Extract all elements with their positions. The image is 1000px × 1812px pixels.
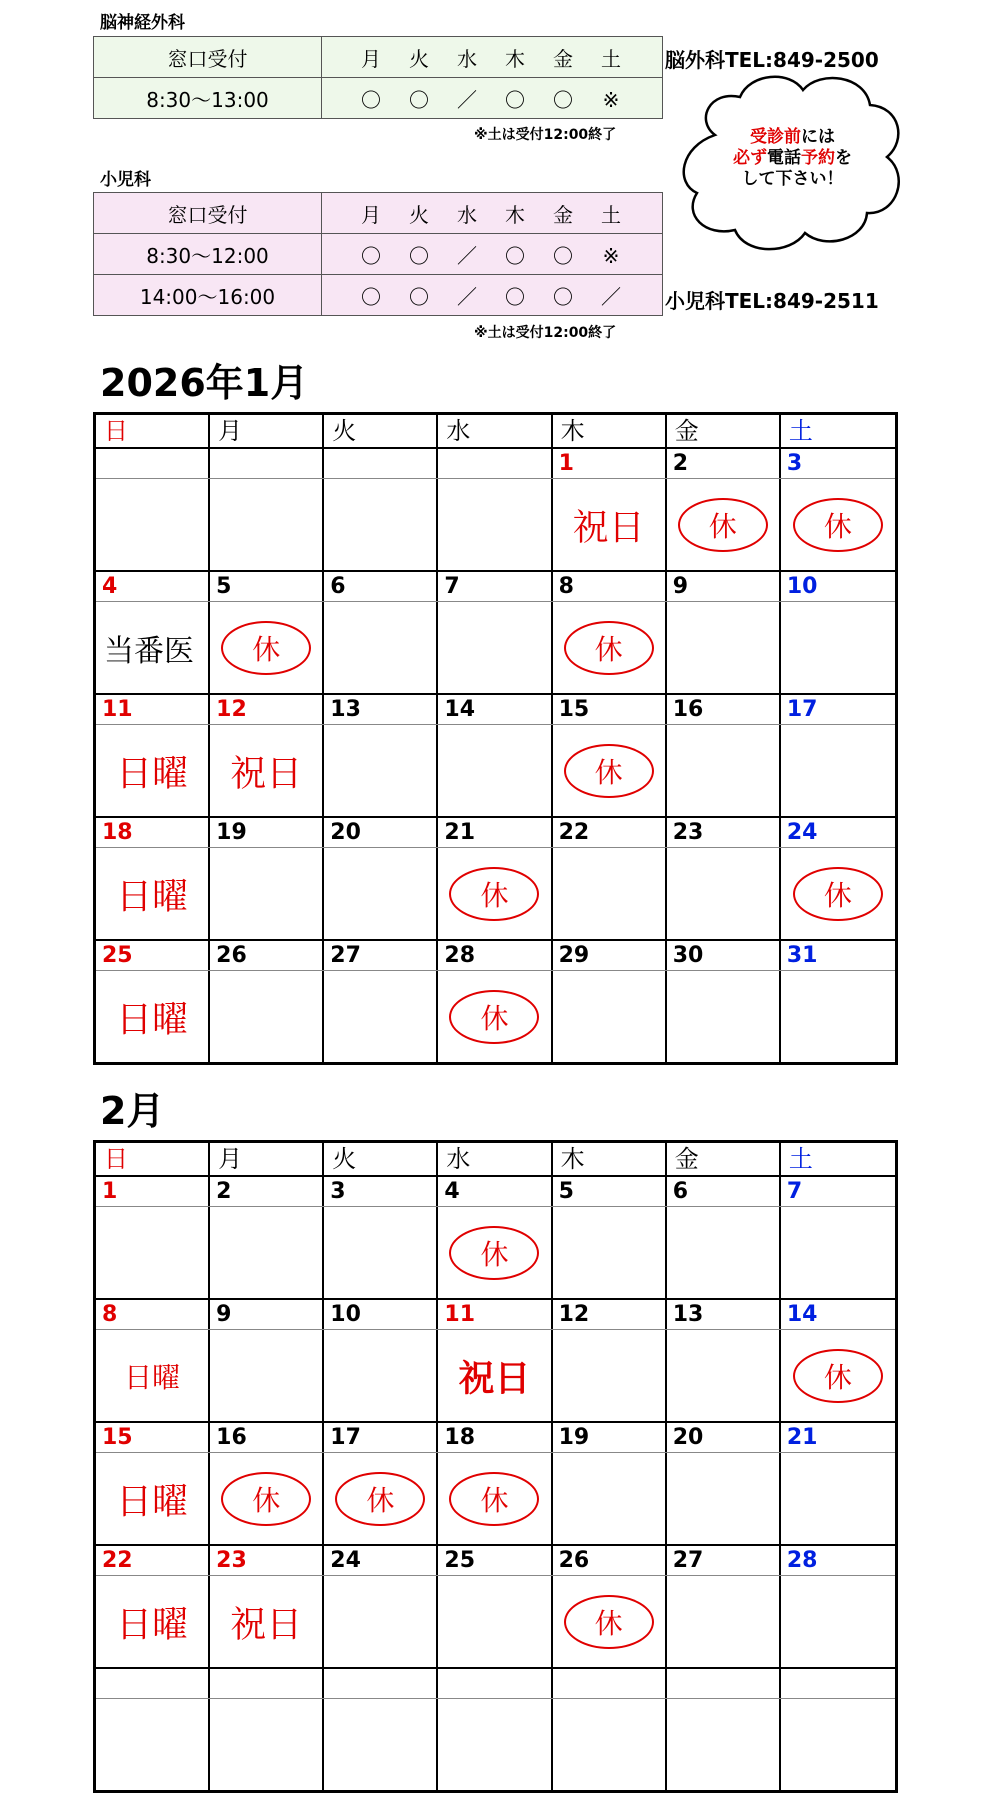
date-cell	[667, 479, 781, 570]
date-cell	[210, 1576, 324, 1667]
date-cell	[210, 1207, 324, 1298]
date-cell	[210, 1330, 324, 1421]
hours-header-label: 窓口受付	[94, 193, 322, 234]
hours-header-label: 窓口受付	[94, 37, 322, 78]
date-number-row	[96, 1423, 895, 1453]
weekday-label: 木	[505, 46, 527, 71]
weekday-header: 月	[210, 415, 324, 447]
date-number: 2	[667, 449, 781, 478]
hours-marks	[322, 78, 663, 119]
duty-doctor-label: 当番医	[104, 633, 194, 669]
closed-mark: 休	[449, 1472, 539, 1526]
date-cell	[96, 1576, 210, 1667]
weekday-label: 月	[361, 46, 383, 71]
date-cell	[553, 1330, 667, 1421]
date-number: 17	[786, 697, 818, 722]
hours-weekdays	[322, 193, 663, 234]
date-cell	[553, 479, 667, 570]
date-number: 11	[438, 1300, 552, 1329]
date-cell	[781, 1576, 895, 1667]
date-content-row	[96, 725, 895, 818]
date-number: 4	[438, 1177, 552, 1206]
date-cell	[667, 1330, 781, 1421]
date-number: 26	[210, 941, 324, 970]
ped-tel: 小児科TEL:849-2511	[665, 289, 879, 313]
date-cell	[210, 848, 324, 939]
closed-mark: 休	[678, 498, 768, 552]
date-cell	[438, 1576, 552, 1667]
weekday-header: 水	[438, 415, 552, 447]
neuro-hours-table	[93, 36, 663, 119]
date-number: 24	[786, 820, 818, 845]
date-cell	[96, 479, 210, 570]
date-number: 26	[553, 1546, 667, 1575]
date-cell	[667, 1699, 781, 1790]
weekday-header: 金	[667, 1143, 781, 1175]
closed-mark: 休	[221, 621, 311, 675]
hours-marks	[322, 234, 663, 275]
date-number: 9	[667, 572, 781, 601]
hours-row	[94, 78, 663, 119]
date-number: 7	[786, 1179, 803, 1204]
date-number-row	[96, 1669, 895, 1699]
availability-mark: 〇	[505, 87, 527, 112]
availability-mark: 〇	[361, 243, 383, 268]
date-cell	[781, 1453, 895, 1544]
weekday-header: 火	[324, 415, 438, 447]
closed-mark: 休	[564, 744, 654, 798]
date-cell	[781, 602, 895, 693]
weekday-label: 土	[601, 46, 623, 71]
date-number: 30	[667, 941, 781, 970]
weekday-header: 火	[324, 1143, 438, 1175]
date-content-row	[96, 479, 895, 572]
holiday-label: 日曜	[116, 876, 189, 917]
cloud-message: 受診前には 必ず電話予約を して下さい！	[733, 127, 852, 189]
holiday-label: 祝日	[458, 1358, 531, 1399]
neuro-tel: 脳外科TEL:849-2500	[665, 48, 879, 72]
holiday-label: 祝日	[230, 753, 303, 794]
date-number: 25	[438, 1546, 552, 1575]
availability-mark: 〇	[361, 87, 383, 112]
date-cell	[667, 725, 781, 816]
date-cell	[553, 848, 667, 939]
date-cell	[781, 971, 895, 1062]
date-number: 14	[786, 1302, 818, 1327]
date-number: 17	[324, 1423, 438, 1452]
date-cell	[438, 1207, 552, 1298]
date-cell	[781, 848, 895, 939]
date-number: 5	[553, 1177, 667, 1206]
date-cell	[96, 602, 210, 693]
date-cell	[667, 848, 781, 939]
date-number: 22	[96, 1546, 210, 1575]
date-number: 20	[667, 1423, 781, 1452]
weekday-header: 土	[788, 417, 813, 445]
holiday-label: 祝日	[230, 1604, 303, 1645]
date-number: 31	[786, 943, 818, 968]
date-number: 27	[667, 1546, 781, 1575]
date-cell	[210, 971, 324, 1062]
closed-mark: 休	[221, 1472, 311, 1526]
availability-mark: 〇	[409, 284, 431, 309]
date-number-row	[96, 572, 895, 602]
date-number	[210, 1669, 324, 1698]
holiday-label: 日曜	[124, 1360, 181, 1394]
date-number: 4	[96, 572, 210, 601]
date-number: 2	[210, 1177, 324, 1206]
date-cell	[324, 1207, 438, 1298]
date-cell	[781, 725, 895, 816]
date-number: 13	[324, 695, 438, 724]
weekday-header: 日	[96, 1143, 210, 1175]
date-cell	[438, 971, 552, 1062]
date-cell	[438, 479, 552, 570]
closed-mark: 休	[793, 498, 883, 552]
date-cell	[667, 602, 781, 693]
calendar-january	[93, 412, 898, 1065]
date-cell	[781, 479, 895, 570]
date-number	[438, 449, 552, 478]
weekday-header: 土	[788, 1145, 813, 1173]
date-number: 21	[438, 818, 552, 847]
date-number: 19	[210, 818, 324, 847]
date-cell	[438, 1699, 552, 1790]
availability-mark: 〇	[553, 87, 575, 112]
date-cell	[324, 848, 438, 939]
date-cell	[96, 1453, 210, 1544]
date-number: 24	[324, 1546, 438, 1575]
date-number: 10	[786, 574, 818, 599]
weekday-header: 月	[210, 1143, 324, 1175]
availability-mark: ／	[601, 284, 623, 309]
closed-mark: 休	[793, 867, 883, 921]
date-cell	[324, 479, 438, 570]
date-number	[553, 1669, 667, 1698]
weekday-header: 日	[96, 415, 210, 447]
date-cell	[210, 602, 324, 693]
closed-mark: 休	[449, 867, 539, 921]
date-cell	[438, 1330, 552, 1421]
closed-mark: 休	[449, 1226, 539, 1280]
date-number: 20	[324, 818, 438, 847]
closed-mark: 休	[564, 621, 654, 675]
date-number: 5	[210, 572, 324, 601]
date-cell	[553, 1576, 667, 1667]
date-cell	[96, 1699, 210, 1790]
date-number	[438, 1669, 552, 1698]
date-number-row	[96, 1177, 895, 1207]
availability-mark: 〇	[409, 243, 431, 268]
hours-time: 8:30～13:00	[94, 78, 322, 119]
weekday-header: 金	[667, 415, 781, 447]
availability-mark: ／	[457, 284, 479, 309]
availability-mark: 〇	[409, 87, 431, 112]
date-cell	[553, 971, 667, 1062]
date-number: 19	[553, 1423, 667, 1452]
date-number-row	[96, 695, 895, 725]
availability-mark: ※	[602, 243, 622, 268]
date-number: 8	[553, 572, 667, 601]
weekday-header-row	[96, 1143, 895, 1177]
date-number: 3	[324, 1177, 438, 1206]
date-cell	[667, 971, 781, 1062]
ped-hours-table	[93, 192, 663, 316]
availability-mark: 〇	[505, 284, 527, 309]
weekday-header: 木	[553, 415, 667, 447]
date-cell	[210, 479, 324, 570]
date-number: 6	[667, 1177, 781, 1206]
hours-time: 8:30～12:00	[94, 234, 322, 275]
date-cell	[553, 1453, 667, 1544]
date-cell	[96, 1330, 210, 1421]
date-number: 1	[553, 449, 667, 478]
holiday-label: 祝日	[572, 507, 645, 548]
weekday-header: 水	[438, 1143, 552, 1175]
date-content-row	[96, 602, 895, 695]
date-number: 13	[667, 1300, 781, 1329]
date-content-row	[96, 1207, 895, 1300]
closed-mark: 休	[335, 1472, 425, 1526]
calendar-title-jan: 2026年1月	[100, 361, 309, 405]
date-number: 16	[667, 695, 781, 724]
date-cell	[324, 1699, 438, 1790]
weekday-label: 金	[553, 46, 575, 71]
date-number	[324, 1669, 438, 1698]
date-cell	[667, 1207, 781, 1298]
date-number: 27	[324, 941, 438, 970]
date-content-row	[96, 1576, 895, 1669]
date-cell	[210, 1699, 324, 1790]
date-number: 1	[96, 1177, 210, 1206]
date-number: 18	[438, 1423, 552, 1452]
calendar-february	[93, 1140, 898, 1793]
closed-mark: 休	[449, 990, 539, 1044]
date-cell	[324, 1453, 438, 1544]
date-cell	[96, 1207, 210, 1298]
weekday-header-row	[96, 415, 895, 449]
date-cell	[553, 602, 667, 693]
hours-header-row	[94, 193, 663, 234]
date-cell	[210, 1453, 324, 1544]
date-number: 6	[324, 572, 438, 601]
date-cell	[553, 725, 667, 816]
date-cell	[96, 971, 210, 1062]
neuro-note: ※土は受付12:00終了	[474, 127, 617, 143]
date-number: 7	[438, 572, 552, 601]
date-content-row	[96, 1453, 895, 1546]
ped-title: 小児科	[100, 170, 151, 190]
weekday-label: 水	[457, 46, 479, 71]
weekday-label: 火	[409, 46, 431, 71]
date-cell	[781, 1330, 895, 1421]
date-cell	[438, 848, 552, 939]
neuro-title: 脳神経外科	[100, 13, 185, 33]
weekday-label: 水	[457, 202, 479, 227]
date-number: 3	[786, 451, 803, 476]
date-number	[96, 449, 210, 478]
availability-mark: 〇	[361, 284, 383, 309]
holiday-label: 日曜	[116, 753, 189, 794]
date-cell	[324, 1576, 438, 1667]
date-number-row	[96, 941, 895, 971]
date-cell	[210, 725, 324, 816]
date-number	[667, 1669, 781, 1698]
date-number: 18	[96, 818, 210, 847]
closed-mark: 休	[793, 1349, 883, 1403]
closed-mark: 休	[564, 1595, 654, 1649]
hours-row	[94, 234, 663, 275]
date-cell	[96, 848, 210, 939]
date-number	[781, 1669, 895, 1698]
date-number: 11	[96, 695, 210, 724]
date-cell	[324, 725, 438, 816]
date-number: 16	[210, 1423, 324, 1452]
date-cell	[438, 602, 552, 693]
availability-mark: 〇	[553, 243, 575, 268]
date-cell	[667, 1576, 781, 1667]
weekday-label: 火	[409, 202, 431, 227]
date-number: 28	[438, 941, 552, 970]
date-cell	[667, 1453, 781, 1544]
date-content-row	[96, 971, 895, 1062]
availability-mark: ／	[457, 87, 479, 112]
date-number: 29	[553, 941, 667, 970]
date-number: 28	[786, 1548, 818, 1573]
date-number: 12	[553, 1300, 667, 1329]
date-number: 9	[210, 1300, 324, 1329]
date-cell	[553, 1699, 667, 1790]
holiday-label: 日曜	[116, 1481, 189, 1522]
date-number-row	[96, 1546, 895, 1576]
date-number: 12	[210, 695, 324, 724]
availability-mark: 〇	[553, 284, 575, 309]
availability-mark: ※	[602, 87, 622, 112]
date-number: 22	[553, 818, 667, 847]
date-number	[96, 1669, 210, 1698]
date-number: 8	[96, 1300, 210, 1329]
weekday-label: 金	[553, 202, 575, 227]
date-number	[324, 449, 438, 478]
date-number: 10	[324, 1300, 438, 1329]
date-number: 23	[210, 1546, 324, 1575]
reservation-cloud	[675, 65, 910, 265]
date-content-row	[96, 1699, 895, 1790]
date-number-row	[96, 818, 895, 848]
date-cell	[96, 725, 210, 816]
holiday-label: 日曜	[116, 1604, 189, 1645]
date-cell	[324, 1330, 438, 1421]
weekday-label: 木	[505, 202, 527, 227]
date-number-row	[96, 449, 895, 479]
date-number-row	[96, 1300, 895, 1330]
calendar-title-feb: 2月	[100, 1089, 165, 1133]
hours-weekdays	[322, 37, 663, 78]
hours-marks	[322, 275, 663, 316]
holiday-label: 日曜	[116, 999, 189, 1040]
hours-header-row	[94, 37, 663, 78]
date-cell	[553, 1207, 667, 1298]
hours-row	[94, 275, 663, 316]
date-number: 14	[438, 695, 552, 724]
date-cell	[324, 602, 438, 693]
availability-mark: ／	[457, 243, 479, 268]
hours-time: 14:00～16:00	[94, 275, 322, 316]
date-number: 15	[96, 1423, 210, 1452]
date-cell	[438, 1453, 552, 1544]
date-cell	[781, 1699, 895, 1790]
weekday-label: 土	[601, 202, 623, 227]
weekday-label: 月	[361, 202, 383, 227]
date-number	[210, 449, 324, 478]
date-content-row	[96, 1330, 895, 1423]
date-cell	[438, 725, 552, 816]
date-cell	[781, 1207, 895, 1298]
weekday-header: 木	[553, 1143, 667, 1175]
date-number: 21	[786, 1425, 818, 1450]
date-number: 15	[553, 695, 667, 724]
date-content-row	[96, 848, 895, 941]
availability-mark: 〇	[505, 243, 527, 268]
date-number: 25	[96, 941, 210, 970]
date-cell	[324, 971, 438, 1062]
date-number: 23	[667, 818, 781, 847]
ped-note: ※土は受付12:00終了	[474, 325, 617, 341]
